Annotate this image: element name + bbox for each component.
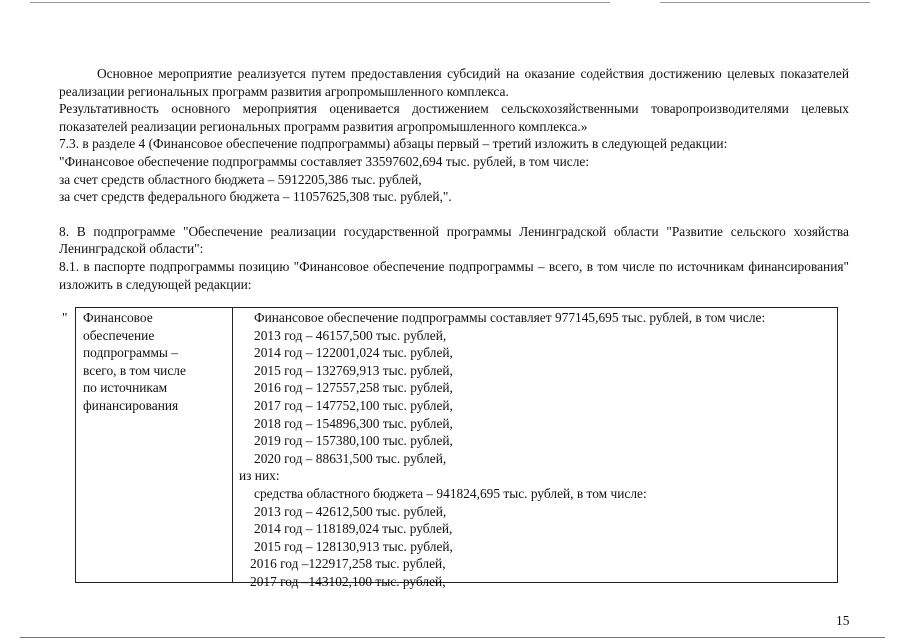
funding-line: 2017 год – 147752,100 тыс. рублей, [254,398,453,413]
label-line: подпрограммы – [83,345,178,361]
paragraph-8-1: 8.1. в паспорте подпрограммы позицию "Финансовое обеспечение подпрограммы – всего, в том числе по источникам финансирования" изложить в следующей редакции: [59,258,849,292]
funding-line: 2015 год – 128130,913 тыс. рублей, [254,538,453,554]
opening-quote-mark: " [62,310,68,325]
label-line: финансирования [83,397,179,413]
scan-edge-top-right [660,2,870,3]
funding-line: 2016 год –122917,258 тыс. рублей, [250,556,446,572]
paragraph-7-3: 7.3. в разделе 4 (Финансовое обеспечение подпрограммы) абзацы первый – третий изложить в следующей редакции: [59,136,728,152]
funding-line: 2017 год –143102,100 тыс. рублей, [250,574,446,589]
funding-line: 2014 год – 122001,024 тыс. рублей, [254,345,453,361]
label-line: всего, в том числе [83,362,186,378]
funding-line: Финансовое обеспечение подпрограммы составляет 977145,695 тыс. рублей, в том числе: [254,310,766,325]
funding-line: 2018 год – 154896,300 тыс. рублей, [254,415,453,431]
table-column-divider [232,308,233,582]
funding-line: 2016 год – 127557,258 тыс. рублей, [254,380,453,396]
table-label-cell [83,309,228,415]
document-body [59,65,849,293]
label-line: по источникам [83,380,168,396]
funding-line: 2013 год – 46157,500 тыс. рублей, [254,327,447,343]
funding-table [75,307,838,589]
paragraph-event-description: Основное мероприятие реализуется путем предоставления субсидий на оказание содействия достижению целевых показателей реализации региональных программ развития агропромышленного комплекса. [59,66,849,99]
funding-line: 2019 год – 157380,100 тыс. рублей, [254,433,453,449]
scan-edge-top [30,2,610,3]
paragraph-federal-budget: за счет средств федерального бюджета – 11057625,308 тыс. рублей,". [59,189,452,205]
funding-line: 2013 год – 42612,500 тыс. рублей, [254,503,447,519]
paragraph-section-8: 8. В подпрограмме "Обеспечение реализации государственной программы Ленинградской области "Развитие сельского хозяйства Ленинградской области": [59,223,849,257]
funding-line: средства областного бюджета – 941824,695 тыс. рублей, в том числе: [254,486,647,501]
paragraph-regional-budget: за счет средств областного бюджета – 5912205,386 тыс. рублей, [59,171,422,187]
label-line: обеспечение [83,327,155,343]
funding-line: 2015 год – 132769,913 тыс. рублей, [254,362,453,378]
paragraph-effectiveness: Результативность основного мероприятия оценивается достижением сельскохозяйственными товаропроизводителями целевых показателей реализации региональных программ развития агропромышленного комплекса.» [59,101,849,134]
page-number: 15 [836,613,850,628]
paragraph-funding-total: "Финансовое обеспечение подпрограммы составляет 33597602,694 тыс. рублей, в том числе: [59,153,590,169]
funding-line: 2020 год – 88631,500 тыс. рублей, [254,450,447,466]
scan-edge-bottom [20,637,885,638]
funding-line: из них: [239,468,280,484]
label-line: Финансовое [83,310,153,325]
funding-line: 2014 год – 118189,024 тыс. рублей, [254,521,453,537]
